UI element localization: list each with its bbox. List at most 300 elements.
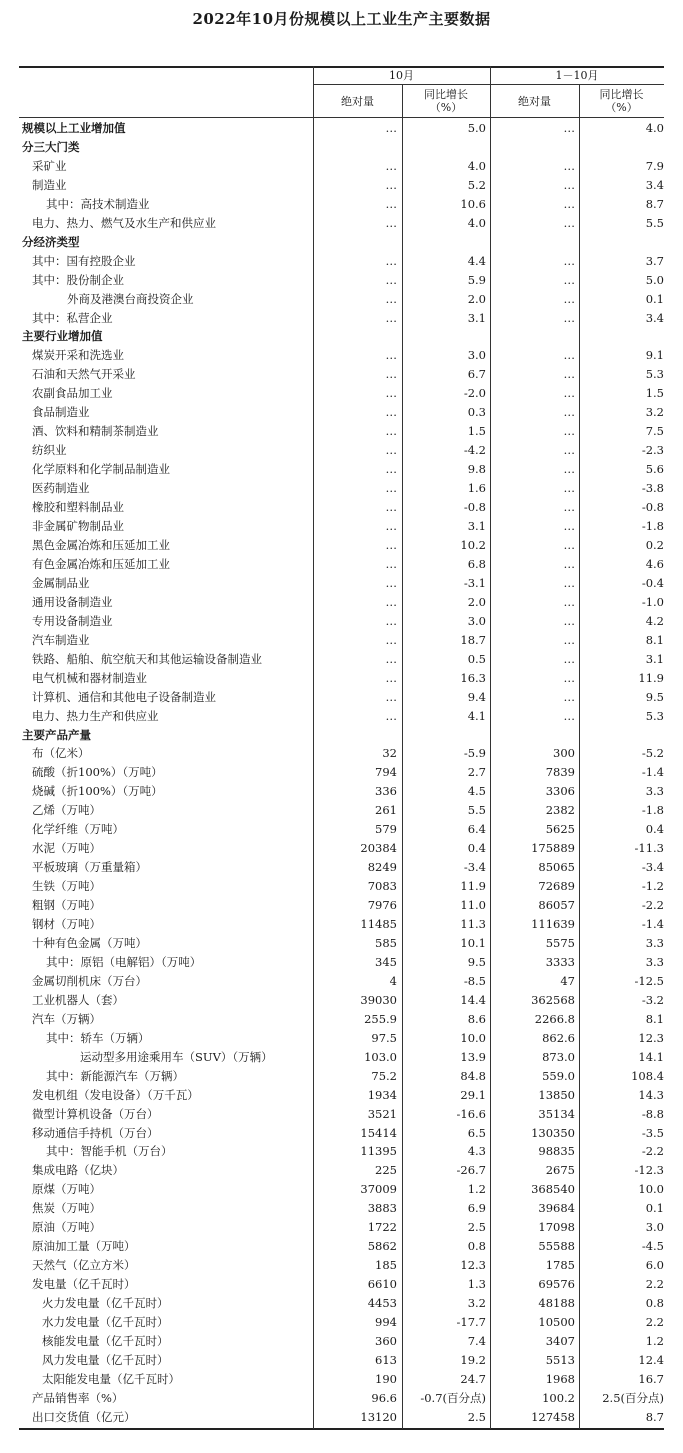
cell-oct-absolute: 1934: [367, 1087, 397, 1102]
cell-oct-absolute: …: [385, 708, 397, 723]
cell-ytd-yoy: 12.4: [638, 1352, 664, 1367]
row-label: 水泥（万吨）: [32, 841, 101, 856]
cell-ytd-yoy: 14.3: [638, 1087, 664, 1102]
row-label: 粗钢（万吨）: [32, 898, 101, 913]
row-label: 其中：智能手机（万台）: [46, 1144, 173, 1159]
table-row: [0, 479, 683, 498]
table-row: [0, 1086, 683, 1105]
row-label: 硫酸（折100%）（万吨）: [32, 765, 163, 780]
cell-oct-absolute: 1722: [367, 1220, 397, 1235]
cell-ytd-yoy: 16.7: [638, 1371, 664, 1386]
cell-oct-absolute: …: [385, 158, 397, 173]
row-label: 铁路、船舶、航空航天和其他运输设备制造业: [32, 651, 262, 666]
row-label: 橡胶和塑料制品业: [32, 500, 124, 515]
row-label: 风力发电量（亿千瓦时）: [42, 1352, 169, 1367]
cell-oct-yoy: 0.5: [467, 651, 486, 666]
cell-ytd-yoy: 5.5: [645, 215, 664, 230]
header-yoy-oct: [402, 88, 490, 114]
table-row: [0, 346, 683, 365]
cell-oct-absolute: …: [385, 443, 397, 458]
cell-ytd-yoy: 0.1: [645, 1201, 664, 1216]
cell-ytd-yoy: -2.2: [641, 898, 664, 913]
cell-ytd-yoy: -2.3: [641, 443, 664, 458]
row-label: 发电量（亿千瓦时）: [32, 1277, 136, 1292]
cell-oct-yoy: -5.9: [463, 746, 486, 761]
cell-oct-yoy: 7.4: [467, 1334, 486, 1348]
row-label: 汽车（万辆）: [32, 1011, 101, 1026]
table-row: [0, 1332, 683, 1351]
row-label: 电气机械和器材制造业: [32, 670, 147, 685]
cell-oct-absolute: 96.6: [371, 1390, 397, 1405]
row-label: 平板玻璃（万重量箱）: [32, 860, 147, 875]
cell-ytd-absolute: 100.2: [542, 1390, 575, 1405]
row-label: 布（亿米）: [32, 746, 90, 761]
cell-oct-absolute: 32: [382, 746, 397, 761]
table-row: [0, 271, 683, 290]
row-label: 钢材（万吨）: [32, 917, 101, 932]
cell-ytd-absolute: 10500: [538, 1315, 575, 1330]
cell-ytd-absolute: …: [563, 575, 575, 590]
table-row: [0, 782, 683, 801]
cell-oct-yoy: 4.5: [467, 784, 486, 799]
cell-ytd-yoy: 0.1: [645, 291, 664, 306]
cell-oct-yoy: 9.4: [467, 689, 486, 704]
cell-ytd-yoy: 8.1: [645, 632, 664, 647]
cell-ytd-yoy: 8.1: [645, 1011, 664, 1026]
cell-oct-yoy: 16.3: [460, 670, 486, 685]
cell-ytd-yoy: 0.2: [645, 537, 664, 552]
row-label: 外商及港澳台商投资企业: [67, 291, 194, 306]
cell-oct-yoy: 0.8: [467, 1239, 486, 1254]
cell-ytd-absolute: …: [563, 500, 575, 515]
cell-ytd-absolute: 39684: [538, 1201, 575, 1216]
cell-ytd-yoy: 2.2: [645, 1315, 664, 1330]
cell-ytd-absolute: …: [563, 594, 575, 609]
table-row: [0, 1048, 683, 1067]
cell-ytd-yoy: 11.9: [638, 670, 664, 685]
table-row: [0, 252, 683, 271]
cell-ytd-yoy: 1.2: [645, 1334, 664, 1348]
cell-ytd-yoy: 10.0: [638, 1182, 664, 1197]
cell-ytd-absolute: …: [563, 405, 575, 420]
row-label: 微型计算机设备（万台）: [32, 1106, 159, 1121]
cell-oct-yoy: 10.0: [460, 1030, 486, 1045]
row-label: 有色金属冶炼和压延加工业: [32, 556, 170, 571]
cell-oct-absolute: 345: [375, 954, 397, 969]
table-row: [0, 176, 683, 195]
cell-oct-absolute: 4: [389, 973, 397, 988]
cell-oct-absolute: …: [385, 689, 397, 704]
cell-ytd-yoy: 7.9: [645, 158, 664, 173]
cell-oct-absolute: …: [385, 613, 397, 628]
cell-oct-yoy: 4.1: [467, 708, 486, 723]
cell-ytd-absolute: …: [563, 481, 575, 496]
row-label: 其中：股份制企业: [32, 272, 124, 287]
row-label: 其中：原铝（电解铝）（万吨）: [46, 954, 202, 969]
cell-ytd-absolute: 873.0: [542, 1049, 575, 1064]
cell-ytd-yoy: 3.4: [645, 177, 664, 192]
cell-ytd-yoy: 9.5: [645, 689, 664, 704]
cell-ytd-absolute: …: [563, 443, 575, 458]
row-label: 金属制品业: [32, 575, 90, 590]
cell-oct-yoy: -3.4: [463, 860, 486, 875]
cell-oct-absolute: …: [385, 405, 397, 420]
table-row: [0, 896, 683, 915]
row-label: 原油加工量（万吨）: [32, 1239, 136, 1254]
section-heading: 分三大门类: [22, 139, 80, 154]
table-row: [0, 574, 683, 593]
cell-ytd-yoy: -1.8: [641, 803, 664, 818]
cell-oct-absolute: 794: [375, 765, 397, 780]
table-row: [0, 669, 683, 688]
cell-ytd-absolute: 127458: [531, 1409, 575, 1424]
table-row: [0, 915, 683, 934]
table-row: [0, 934, 683, 953]
cell-ytd-absolute: 7839: [545, 765, 575, 780]
cell-oct-absolute: …: [385, 272, 397, 287]
row-label: 其中：轿车（万辆）: [46, 1030, 150, 1045]
cell-oct-yoy: 0.4: [467, 841, 486, 856]
cell-oct-yoy: 1.5: [467, 424, 486, 439]
row-label: 专用设备制造业: [32, 613, 113, 628]
cell-oct-yoy: 3.0: [467, 348, 486, 363]
cell-ytd-absolute: …: [563, 215, 575, 230]
table-row: [0, 858, 683, 877]
cell-oct-absolute: 255.9: [364, 1011, 397, 1026]
cell-ytd-absolute: …: [563, 177, 575, 192]
cell-oct-yoy: -3.1: [463, 575, 486, 590]
cell-oct-yoy: 9.5: [467, 954, 486, 969]
header-abs-oct: 绝对量: [341, 95, 374, 108]
row-label: 其中：高技术制造业: [46, 196, 150, 211]
cell-oct-yoy: -0.7(百分点): [420, 1390, 486, 1405]
row-label: 采矿业: [32, 158, 67, 173]
header-pct-label: （%）: [605, 101, 638, 114]
cell-ytd-yoy: -0.4: [641, 575, 664, 590]
table-row: [0, 1199, 683, 1218]
table-row: [0, 422, 683, 441]
cell-ytd-yoy: 2.5(百分点): [602, 1390, 664, 1405]
row-label: 农副食品加工业: [32, 386, 113, 401]
cell-oct-absolute: 585: [375, 935, 397, 950]
cell-oct-absolute: 97.5: [371, 1030, 397, 1045]
cell-oct-yoy: 4.0: [467, 215, 486, 230]
cell-oct-absolute: …: [385, 500, 397, 515]
cell-oct-absolute: …: [385, 367, 397, 382]
cell-oct-yoy: 5.5: [467, 803, 486, 818]
row-label: 食品制造业: [32, 405, 90, 420]
cell-ytd-absolute: 35134: [538, 1106, 575, 1121]
cell-ytd-yoy: 8.7: [645, 196, 664, 211]
cell-oct-yoy: 19.2: [460, 1352, 486, 1367]
row-label: 石油和天然气开采业: [32, 367, 136, 382]
cell-oct-yoy: -26.7: [456, 1163, 486, 1178]
cell-oct-absolute: …: [385, 121, 397, 135]
cell-oct-absolute: …: [385, 632, 397, 647]
table-row: [0, 195, 683, 214]
section-heading: 主要行业增加值: [22, 329, 103, 344]
row-label: 化学原料和化学制品制造业: [32, 462, 170, 477]
cell-ytd-yoy: 7.5: [645, 424, 664, 439]
cell-oct-absolute: 225: [375, 1163, 397, 1178]
cell-ytd-yoy: 108.4: [631, 1068, 664, 1083]
cell-oct-yoy: 8.6: [467, 1011, 486, 1026]
cell-oct-yoy: 2.5: [467, 1220, 486, 1235]
cell-ytd-absolute: 72689: [538, 879, 575, 894]
table-row: [0, 1067, 683, 1086]
cell-oct-yoy: 1.2: [467, 1182, 486, 1197]
header-yoy-label: 同比增长: [424, 88, 468, 101]
cell-ytd-yoy: -12.5: [634, 973, 664, 988]
cell-oct-yoy: 4.0: [467, 158, 486, 173]
table-row: [0, 233, 683, 252]
table-row: [0, 1256, 683, 1275]
cell-oct-yoy: 11.0: [460, 898, 486, 913]
cell-ytd-yoy: 4.0: [645, 121, 664, 135]
cell-ytd-absolute: …: [563, 651, 575, 666]
row-label: 生铁（万吨）: [32, 879, 101, 894]
row-label: 移动通信手持机（万台）: [32, 1125, 159, 1140]
cell-oct-absolute: 15414: [360, 1125, 397, 1140]
cell-ytd-yoy: -8.8: [641, 1106, 664, 1121]
table-row: [0, 1408, 683, 1427]
header-abs-ytd: 绝对量: [518, 95, 551, 108]
table-row: [0, 1351, 683, 1370]
cell-ytd-yoy: 5.3: [645, 708, 664, 723]
cell-ytd-yoy: 3.3: [645, 954, 664, 969]
cell-oct-yoy: 1.3: [467, 1277, 486, 1292]
row-label: 计算机、通信和其他电子设备制造业: [32, 689, 216, 704]
cell-ytd-absolute: 5625: [545, 822, 575, 837]
cell-ytd-absolute: 47: [560, 973, 575, 988]
cell-ytd-yoy: -12.3: [634, 1163, 664, 1178]
cell-oct-yoy: -0.8: [463, 500, 486, 515]
cell-ytd-absolute: …: [563, 670, 575, 685]
cell-ytd-absolute: 3333: [545, 954, 575, 969]
cell-ytd-absolute: …: [563, 253, 575, 268]
cell-ytd-absolute: 175889: [531, 841, 575, 856]
cell-oct-yoy: 5.0: [467, 121, 486, 135]
table-row: [0, 763, 683, 782]
cell-oct-yoy: 14.4: [460, 992, 486, 1007]
cell-ytd-yoy: -3.5: [641, 1125, 664, 1140]
cell-oct-absolute: 39030: [360, 992, 397, 1007]
table-row: [0, 157, 683, 176]
table-row: [0, 1124, 683, 1143]
cell-oct-yoy: 5.9: [467, 272, 486, 287]
cell-oct-absolute: …: [385, 651, 397, 666]
table-row: [0, 1142, 683, 1161]
table-row: [0, 688, 683, 707]
row-label: 烧碱（折100%）（万吨）: [32, 784, 163, 799]
cell-oct-yoy: -16.6: [456, 1106, 486, 1121]
table-row: [0, 972, 683, 991]
cell-ytd-absolute: …: [563, 386, 575, 401]
cell-oct-absolute: …: [385, 519, 397, 534]
cell-oct-yoy: -17.7: [456, 1315, 486, 1330]
row-label: 原煤（万吨）: [32, 1182, 101, 1197]
cell-oct-yoy: 2.0: [467, 291, 486, 306]
section-heading: 主要产品产量: [22, 727, 91, 742]
row-label: 工业机器人（套）: [32, 992, 124, 1007]
row-label: 天然气（亿立方米）: [32, 1258, 136, 1273]
table-row: [0, 593, 683, 612]
cell-ytd-yoy: 3.7: [645, 253, 664, 268]
section-heading: 规模以上工业增加值: [22, 121, 126, 135]
cell-oct-yoy: 11.3: [460, 917, 486, 932]
cell-oct-absolute: 37009: [360, 1182, 397, 1197]
cell-ytd-yoy: 4.2: [645, 613, 664, 628]
cell-oct-absolute: 11395: [360, 1144, 397, 1159]
cell-oct-absolute: 185: [375, 1258, 397, 1273]
data-table-body: [0, 119, 683, 1427]
cell-ytd-absolute: 5575: [545, 935, 575, 950]
cell-oct-yoy: 1.6: [467, 481, 486, 496]
table-row: [0, 1313, 683, 1332]
cell-oct-absolute: 6610: [367, 1277, 397, 1292]
table-bottom-rule: [19, 1428, 664, 1430]
cell-ytd-absolute: 13850: [538, 1087, 575, 1102]
cell-ytd-yoy: -2.2: [641, 1144, 664, 1159]
cell-ytd-yoy: -3.8: [641, 481, 664, 496]
cell-ytd-absolute: …: [563, 462, 575, 477]
table-row: [0, 820, 683, 839]
cell-oct-yoy: 10.1: [460, 935, 486, 950]
cell-ytd-absolute: …: [563, 519, 575, 534]
cell-oct-yoy: 3.0: [467, 613, 486, 628]
table-row: [0, 612, 683, 631]
cell-oct-absolute: 613: [375, 1352, 397, 1367]
cell-oct-yoy: 2.0: [467, 594, 486, 609]
cell-ytd-absolute: …: [563, 121, 575, 135]
cell-ytd-absolute: 2266.8: [534, 1011, 575, 1026]
table-row: [0, 290, 683, 309]
cell-oct-absolute: 11485: [360, 917, 397, 932]
row-label: 水力发电量（亿千瓦时）: [42, 1315, 169, 1330]
cell-oct-absolute: 3883: [367, 1201, 397, 1216]
row-label: 酒、饮料和精制茶制造业: [32, 424, 159, 439]
header-group-jan-oct: 1－10月: [555, 69, 599, 82]
cell-oct-absolute: 360: [375, 1334, 397, 1348]
cell-oct-absolute: 8249: [367, 860, 397, 875]
cell-oct-absolute: 13120: [360, 1409, 397, 1424]
cell-oct-absolute: 3521: [367, 1106, 397, 1121]
cell-oct-yoy: 24.7: [460, 1371, 486, 1386]
cell-ytd-absolute: …: [563, 708, 575, 723]
cell-oct-yoy: 6.4: [467, 822, 486, 837]
cell-oct-yoy: 6.7: [467, 367, 486, 382]
cell-ytd-absolute: …: [563, 272, 575, 287]
row-label: 火力发电量（亿千瓦时）: [42, 1296, 169, 1311]
cell-ytd-absolute: 1968: [545, 1371, 575, 1386]
row-label: 发电机组（发电设备）（万千瓦）: [32, 1087, 199, 1102]
table-row: [0, 536, 683, 555]
table-row: [0, 1029, 683, 1048]
cell-ytd-yoy: 5.6: [645, 462, 664, 477]
header-bottom-rule: [19, 117, 664, 118]
row-label: 非金属矿物制品业: [32, 519, 124, 534]
row-label: 核能发电量（亿千瓦时）: [42, 1334, 169, 1348]
cell-ytd-yoy: 8.7: [645, 1409, 664, 1424]
table-row: [0, 650, 683, 669]
cell-ytd-yoy: -4.5: [641, 1239, 664, 1254]
cell-ytd-absolute: …: [563, 424, 575, 439]
table-row: [0, 1370, 683, 1389]
cell-ytd-absolute: 362568: [531, 992, 575, 1007]
cell-oct-yoy: 3.1: [467, 519, 486, 534]
cell-ytd-absolute: 2675: [545, 1163, 575, 1178]
cell-ytd-yoy: 3.3: [645, 784, 664, 799]
cell-ytd-absolute: 111639: [531, 917, 575, 932]
cell-ytd-yoy: 0.4: [645, 822, 664, 837]
table-row: [0, 555, 683, 574]
cell-oct-yoy: 2.7: [467, 765, 486, 780]
cell-oct-absolute: 103.0: [364, 1049, 397, 1064]
cell-ytd-absolute: 55588: [538, 1239, 575, 1254]
cell-oct-absolute: 75.2: [371, 1068, 397, 1083]
table-row: [0, 403, 683, 422]
cell-oct-absolute: …: [385, 594, 397, 609]
cell-ytd-absolute: …: [563, 689, 575, 704]
cell-oct-yoy: 13.9: [460, 1049, 486, 1064]
table-row: [0, 1237, 683, 1256]
table-row: [0, 441, 683, 460]
table-row: [0, 631, 683, 650]
cell-ytd-absolute: 86057: [538, 898, 575, 913]
cell-ytd-absolute: 3306: [545, 784, 575, 799]
cell-oct-yoy: 18.7: [460, 632, 486, 647]
cell-ytd-yoy: 0.8: [645, 1296, 664, 1311]
cell-oct-yoy: 0.3: [467, 405, 486, 420]
cell-oct-absolute: 4453: [367, 1296, 397, 1311]
table-row: [0, 327, 683, 346]
cell-ytd-yoy: 3.0: [645, 1220, 664, 1235]
cell-oct-absolute: …: [385, 537, 397, 552]
cell-ytd-yoy: -0.8: [641, 500, 664, 515]
cell-oct-yoy: 10.2: [460, 537, 486, 552]
cell-oct-absolute: 261: [375, 803, 397, 818]
cell-ytd-yoy: -1.8: [641, 519, 664, 534]
page-title: 2022年10月份规模以上工业生产主要数据: [192, 10, 491, 28]
cell-oct-yoy: 10.6: [460, 196, 486, 211]
row-label: 其中：私营企业: [32, 310, 113, 325]
row-label: 金属切削机床（万台）: [32, 973, 147, 988]
cell-ytd-yoy: -5.2: [641, 746, 664, 761]
table-row: [0, 707, 683, 726]
table-row: [0, 1389, 683, 1408]
cell-ytd-yoy: 9.1: [645, 348, 664, 363]
cell-ytd-absolute: 368540: [531, 1182, 575, 1197]
cell-ytd-absolute: 559.0: [542, 1068, 575, 1083]
cell-oct-absolute: …: [385, 670, 397, 685]
table-row: [0, 1105, 683, 1124]
row-label: 电力、热力生产和供应业: [32, 708, 159, 723]
table-row: [0, 744, 683, 763]
cell-oct-yoy: 4.4: [467, 253, 486, 268]
cell-oct-absolute: …: [385, 556, 397, 571]
cell-oct-yoy: 11.9: [460, 879, 486, 894]
cell-ytd-absolute: …: [563, 632, 575, 647]
table-row: [0, 1275, 683, 1294]
cell-oct-yoy: 12.3: [460, 1258, 486, 1273]
table-row: [0, 498, 683, 517]
row-label: 太阳能发电量（亿千瓦时）: [42, 1371, 180, 1386]
row-label: 运动型多用途乘用车（SUV）（万辆）: [80, 1049, 273, 1064]
cell-ytd-yoy: 5.3: [645, 367, 664, 382]
table-row: [0, 877, 683, 896]
cell-ytd-yoy: 6.0: [645, 1258, 664, 1273]
table-row: [0, 384, 683, 403]
